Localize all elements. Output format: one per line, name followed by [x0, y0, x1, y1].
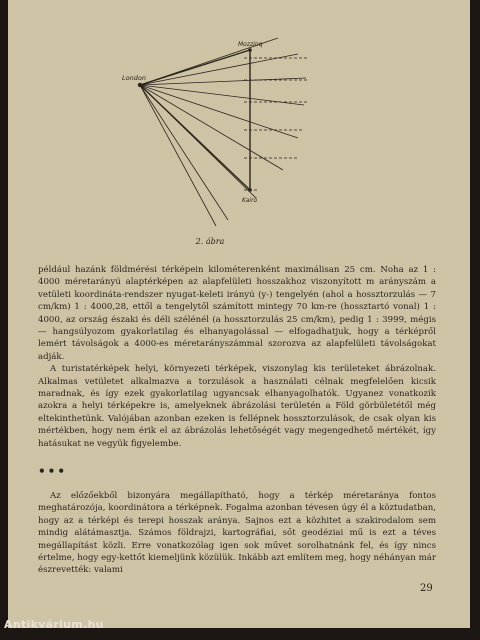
ray-to-bottom	[140, 85, 250, 190]
watermark-logo: Antikvárium.hu	[4, 618, 104, 631]
diagram-svg	[108, 30, 348, 250]
body-text-lower	[38, 490, 436, 577]
ray-line-9	[140, 85, 216, 226]
paragraph-3: Az előzőekből bizonyára megállapítható, hogy a térkép méretaránya fontos meghatározója, koordinátora a térképnek. Fogalma azonban tévesen úgy él a köztudatban, hogy az a térképi és terepi hosszak aránya. Sajnos ezt a közhitet a szakirodalom sem mindig alátámasztja. Számos földrajzi, kartográfiai, sőt geodéziai mű is ezt a téves megállapítást közli. Erre vonatkozólag igen sok művet sorolhatnánk fel, és így nincs értelme, hogy egy-kettőt kiemeljünk közülük. Inkább azt említem meg, hogy néhányan már észrevették: valami	[38, 491, 436, 576]
figure-caption: 2. ábra	[195, 237, 225, 246]
page-number: 29	[420, 583, 433, 594]
ray-line-6	[140, 85, 283, 170]
book-page	[8, 0, 470, 628]
london-point	[138, 83, 142, 87]
label-top: Mozzinq	[238, 41, 263, 48]
paragraph-2: A turistatérképek helyi, környezeti térképek, viszonylag kis területeket ábrázolnak. Alkalmas vetületet alkalmazva a torzulások a használati célnak megfelelően kicsik maradnak, és így ezek gyakorlatilag ugyancsak elhanyagolhatók. Ugyanez vonatkozik azokra a helyi térképekre is, amelyeknek ábrázolási területén a Föld görbületétől még eltekinthetünk. Valójában azonban ezeken is fellépnek hossztorzulások, de csak olyan kis mértékben, hogy nem érik el az ábrázolás lehetőségét vagy megengedhető mértékét, így hatásukat ne vegyük figyelembe.	[38, 364, 436, 449]
top-point	[248, 48, 252, 52]
ray-line-8	[140, 85, 228, 220]
bottom-point	[248, 188, 252, 192]
ray-line-3	[140, 78, 306, 85]
label-london: London	[122, 74, 146, 82]
section-separator: •••	[38, 464, 68, 478]
projection-diagram	[108, 30, 348, 250]
label-bottom: Kairó	[242, 197, 258, 204]
ray-to-top	[140, 50, 250, 85]
body-text-upper	[38, 264, 436, 450]
paragraph-1: például hazánk földmérési térképein kilométerenként maximálisan 25 cm. Noha az 1 : 4000 méretarányú alaptérképen az alapfelületi hosszakhoz viszonyított m arányszám a vetületi koordináta-rendszer nyugat-keleti irányú (y-) tengelyén (ahol a hossztorzulás — 7 cm/km) 1 : 4000,28, ettől a tengelytől számított mintegy 70 km-re (hossztartó vonal) 1 : 4000, az ország északi és déli szélénél (a hossztorzulás 25 cm/km), pedig 1 : 3999, mégis — hangsúlyozom gyakorlatilag és elhanyagolással — elfogadhatjuk, hogy a térképről lemért távolságok a 4000-es méretarányszámmal szorozva az alapfelületi távolságokat adják.	[38, 265, 436, 362]
